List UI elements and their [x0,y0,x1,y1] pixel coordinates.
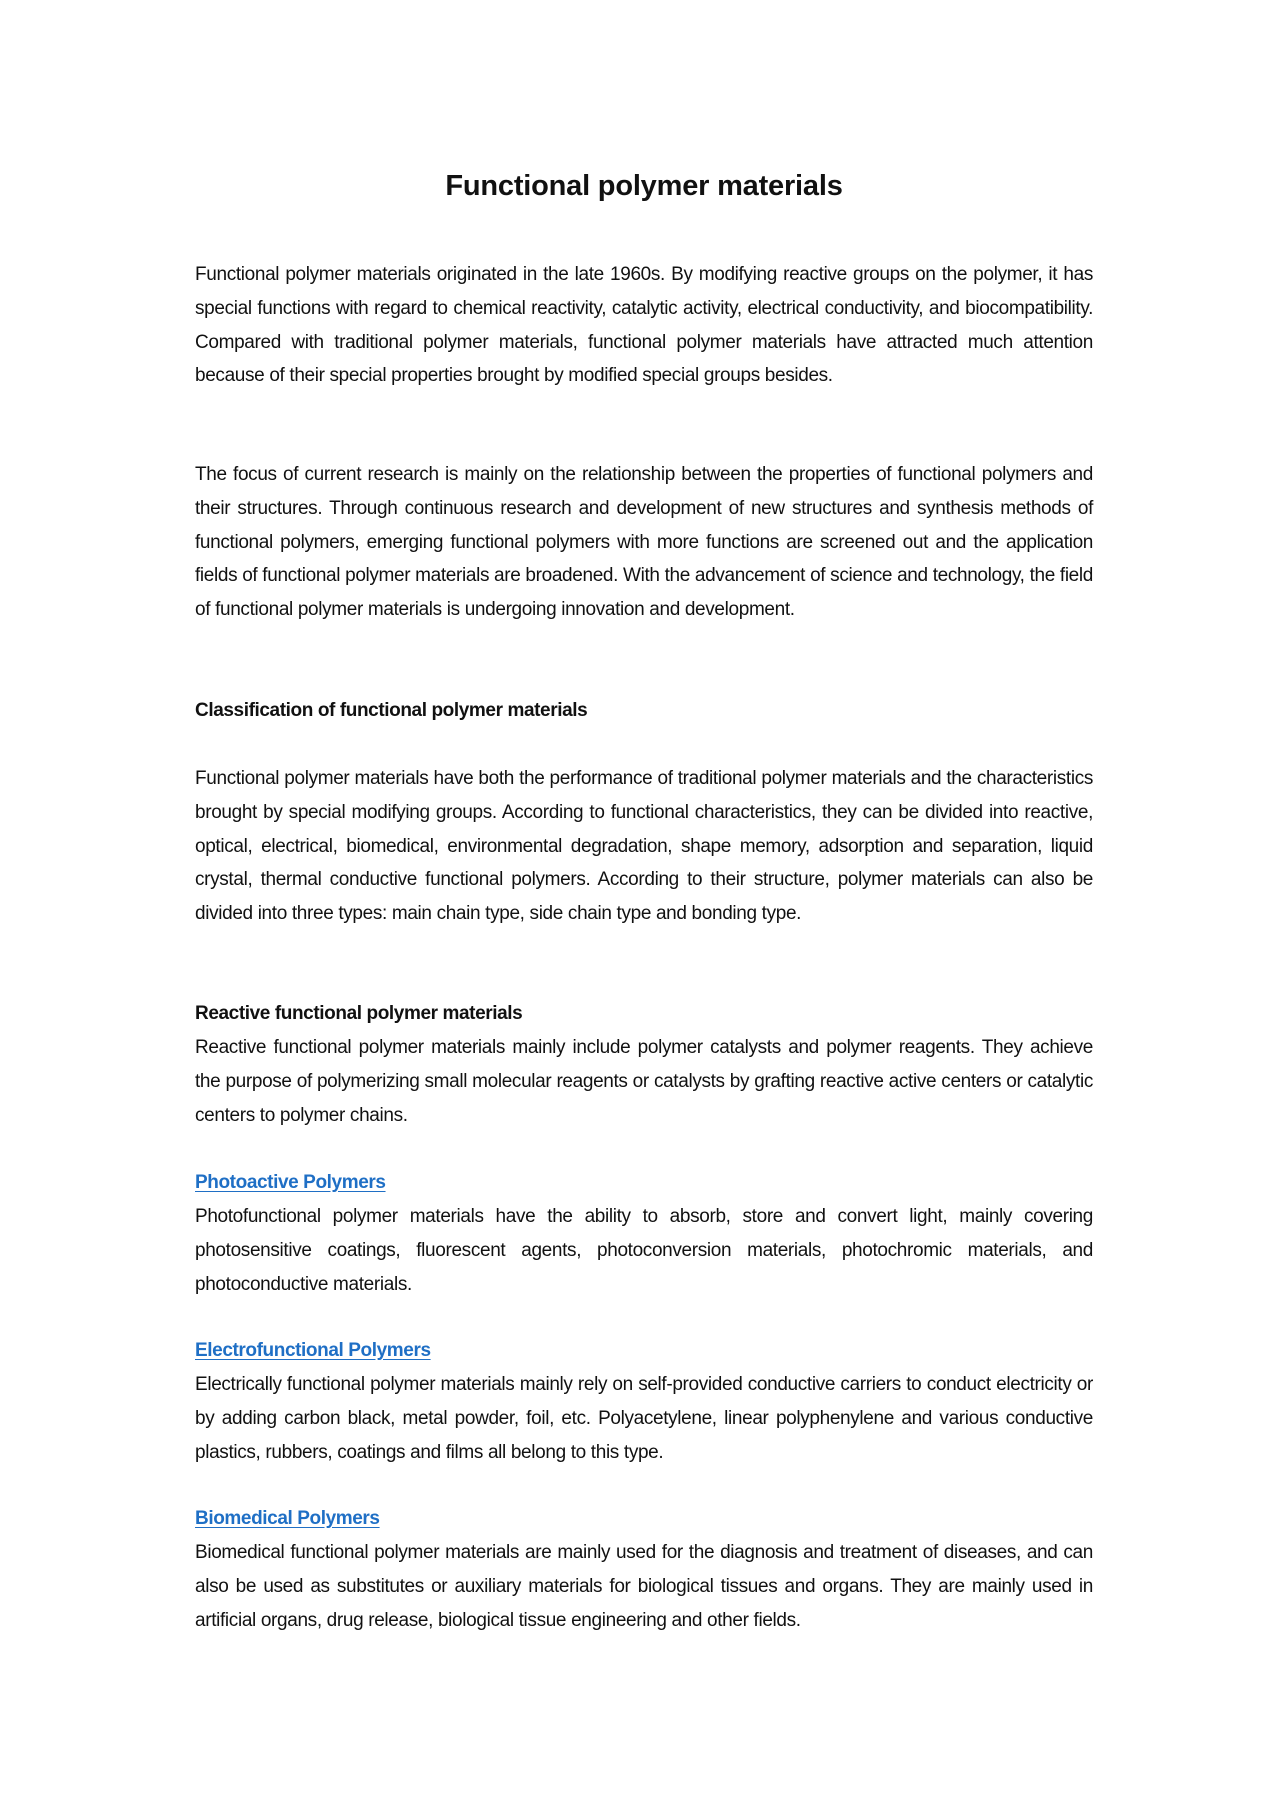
classification-heading: Classification of functional polymer materials [195,700,588,721]
biomedical-link[interactable]: Biomedical Polymers [195,1508,380,1529]
electrofunctional-heading [195,1334,431,1368]
electrofunctional-paragraph: Electrically functional polymer materials mainly rely on self-provided conductive carriers to conduct electricity or by adding carbon black, metal powder, foil, etc. Polyacetylene, linear polyphenylene and various conductive plastics, rubbers, coatings and films all belong to this type. [195,1374,1093,1463]
reactive-heading: Reactive functional polymer materials [195,1003,523,1024]
research-focus-paragraph: The focus of current research is mainly on the relationship between the properties of functional polymers and their structures. Through continuous research and development of new structures and synthesis methods of functional polymers, emerging functional polymers with more functions are screened out and the application fields of functional polymer materials are broadened. With the advancement of science and technology, the field of functional polymer materials is undergoing innovation and development. [195,464,1093,621]
intro-paragraph: Functional polymer materials originated in the late 1960s. By modifying reactive groups on the polymer, it has special functions with regard to chemical reactivity, catalytic activity, electrical conductivity, and biocompatibility. Compared with traditional polymer materials, functional polymer materials have attracted much attention because of their special properties brought by modified special groups besides. [195,264,1093,387]
reactive-paragraph: Reactive functional polymer materials mainly include polymer catalysts and polymer reagents. They achieve the purpose of polymerizing small molecular reagents or catalysts by grafting reactive active centers or catalytic centers to polymer chains. [195,1037,1093,1126]
photoactive-link[interactable]: Photoactive Polymers [195,1172,386,1193]
photoactive-heading [195,1166,386,1200]
classification-paragraph: Functional polymer materials have both the performance of traditional polymer materials and the characteristics brought by special modifying groups. According to functional characteristics, they can be divided into reactive, optical, electrical, biomedical, environmental degradation, shape memory, adsorption and separation, liquid crystal, thermal conductive functional polymers. According to their structure, polymer materials can also be divided into three types: main chain type, side chain type and bonding type. [195,768,1093,925]
biomedical-heading [195,1502,380,1536]
photoactive-paragraph: Photofunctional polymer materials have the ability to absorb, store and convert light, mainly covering photosensitive coatings, fluorescent agents, photoconversion materials, photochromic materials, and photoconductive materials. [195,1206,1093,1295]
electrofunctional-link[interactable]: Electrofunctional Polymers [195,1340,431,1361]
document-title: Functional polymer materials [445,170,843,202]
biomedical-paragraph: Biomedical functional polymer materials are mainly used for the diagnosis and treatment of diseases, and can also be used as substitutes or auxiliary materials for biological tissues and organs. They are mainly used in artificial organs, drug release, biological tissue engineering and other fields. [195,1542,1093,1631]
